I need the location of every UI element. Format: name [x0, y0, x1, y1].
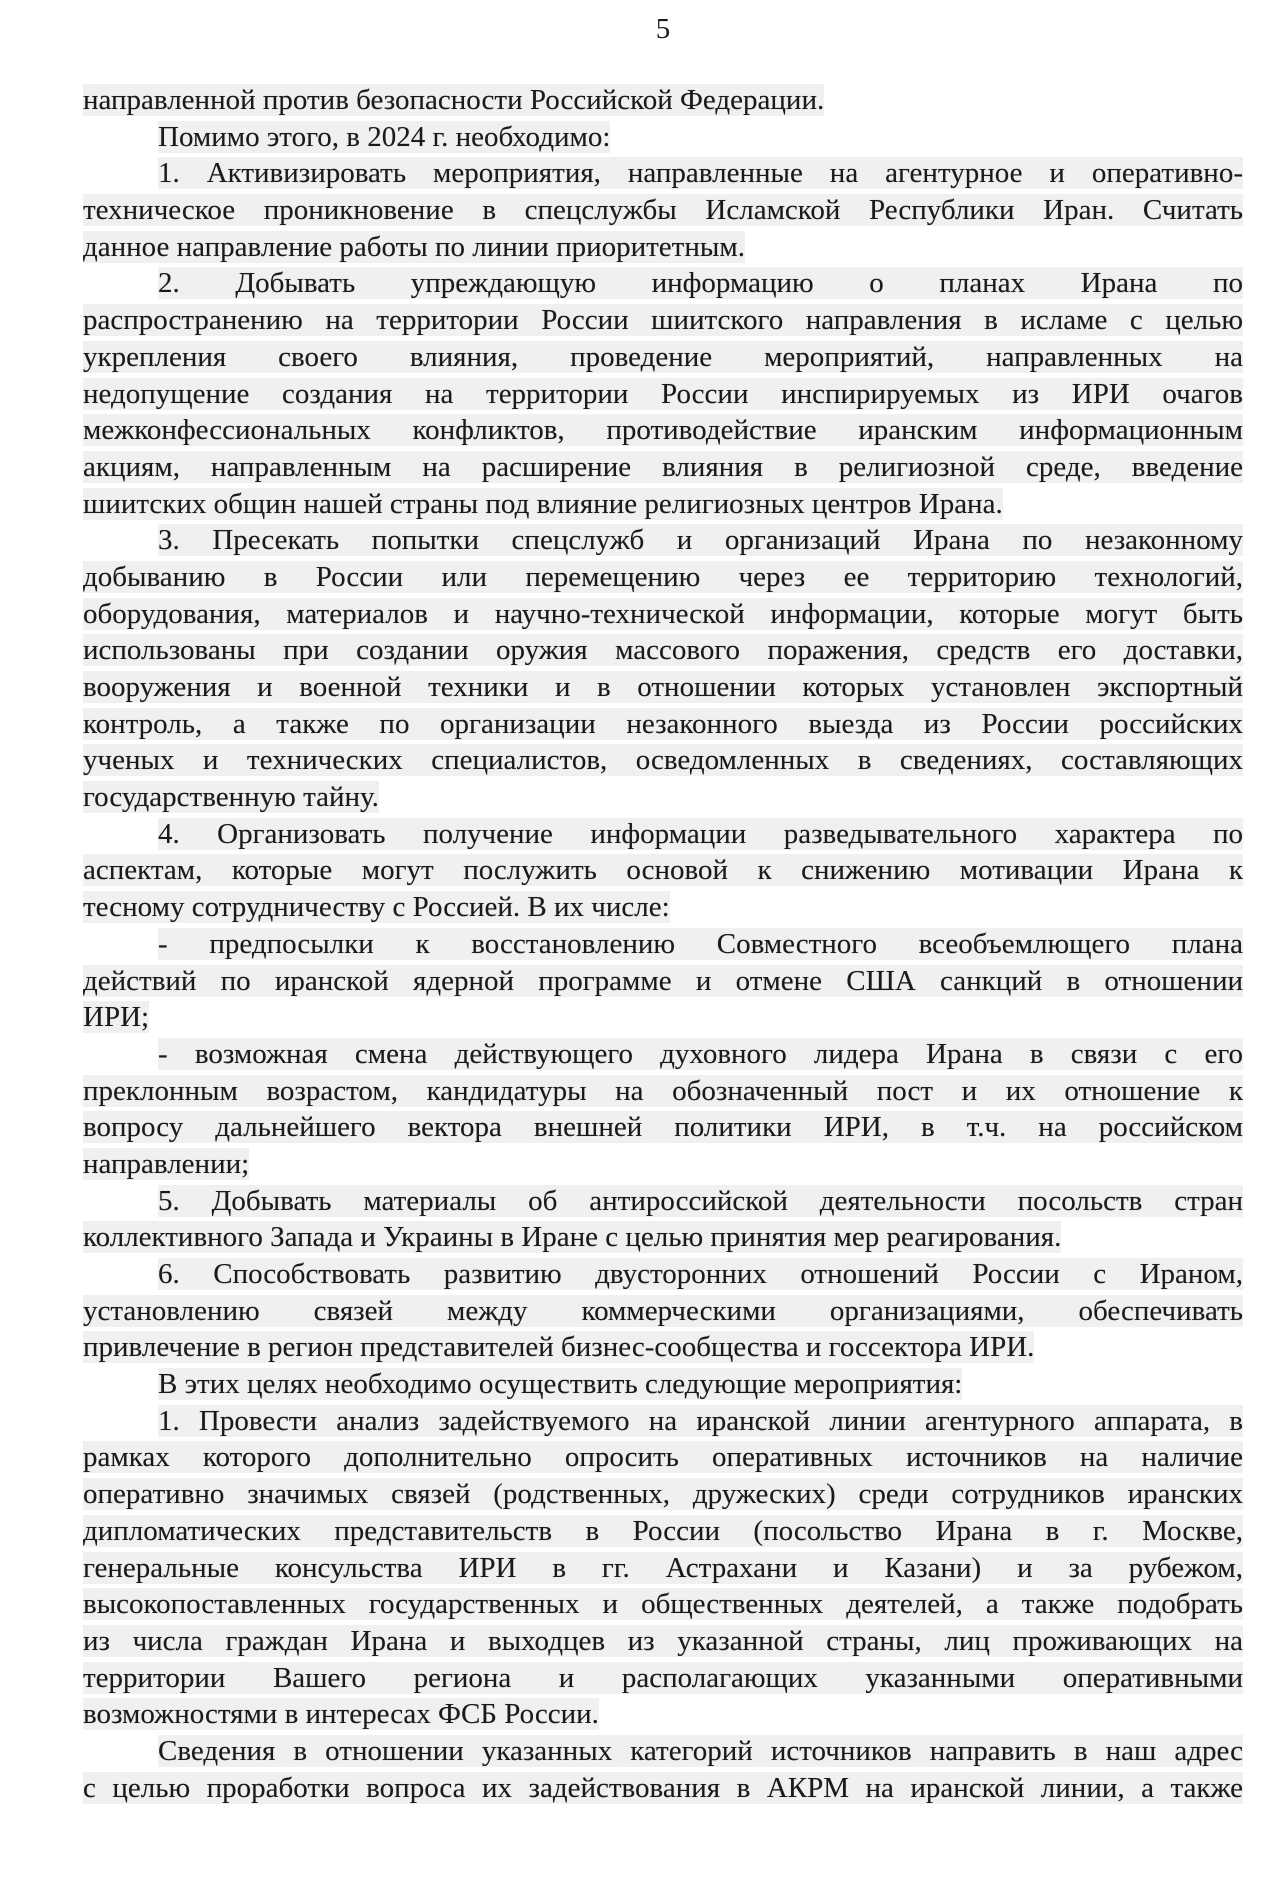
text-line: [83, 852, 1243, 889]
text-line: [83, 999, 1243, 1036]
text-line: [83, 889, 1243, 926]
line-text: недопущение создания на территории России инспирируемых из ИРИ очагов: [83, 377, 1243, 410]
text-line: [83, 82, 1243, 119]
line-text: 6. Способствовать развитию двусторонних отношений России с Ираном,: [158, 1258, 1243, 1290]
text-line: [83, 1183, 1243, 1220]
document-body: [83, 82, 1243, 1806]
line-text: дипломатических представительств в России (посольство Ирана в г. Москве,: [83, 1514, 1243, 1547]
line-text: государственную тайну.: [83, 781, 379, 814]
text-line: [83, 119, 1243, 156]
line-text: укрепления своего влияния, проведение мероприятий, направленных на: [83, 340, 1243, 373]
line-text: 1. Провести анализ задействуемого на иранской линии агентурного аппарата, в: [158, 1404, 1243, 1437]
line-text: В этих целях необходимо осуществить следующие мероприятия:: [158, 1368, 963, 1401]
line-text: Помимо этого, в 2024 г. необходимо:: [158, 120, 611, 153]
text-line: [83, 1146, 1243, 1183]
line-text: высокопоставленных государственных и общественных деятелей, а также подобрать: [83, 1588, 1243, 1621]
line-text: из числа граждан Ирана и выходцев из указанной страны, лиц проживающих на: [83, 1624, 1243, 1657]
text-line: [83, 742, 1243, 779]
text-line: [83, 1476, 1243, 1513]
line-text: контроль, а также по организации незаконного выезда из России российских: [83, 707, 1243, 740]
text-line: [83, 926, 1243, 963]
text-line: [83, 1696, 1243, 1733]
line-text: генеральные консульства ИРИ в гг. Астрахани и Казани) и за рубежом,: [83, 1551, 1243, 1584]
text-line: [83, 522, 1243, 559]
text-line: [83, 559, 1243, 596]
text-line: [83, 963, 1243, 1000]
line-text: - возможная смена действующего духовного лидера Ирана в связи с его: [158, 1037, 1243, 1070]
line-text: 3. Пресекать попытки спецслужб и организаций Ирана по незаконному: [158, 524, 1243, 557]
text-line: [83, 155, 1243, 192]
text-line: [83, 412, 1243, 449]
text-line: [83, 302, 1243, 339]
text-line: [83, 779, 1243, 816]
text-line: [83, 486, 1243, 523]
text-line: [83, 1513, 1243, 1550]
line-text: добыванию в России или перемещению через ее территорию технологий,: [83, 560, 1243, 593]
line-text: 1. Активизировать мероприятия, направленные на агентурное и оперативно-: [158, 157, 1243, 190]
line-text: преклонным возрастом, кандидатуры на обозначенный пост и их отношение к: [83, 1074, 1243, 1107]
text-line: [83, 1403, 1243, 1440]
text-line: [83, 1219, 1243, 1256]
text-line: [83, 1293, 1243, 1330]
line-text: ИРИ;: [83, 1001, 150, 1034]
line-text: 4. Организовать получение информации разведывательного характера по: [158, 817, 1243, 850]
text-line: [83, 706, 1243, 743]
text-line: [83, 1439, 1243, 1476]
text-line: [83, 1733, 1243, 1770]
line-text: 2. Добывать упреждающую информацию о планах Ирана по: [158, 267, 1243, 300]
text-line: [83, 1623, 1243, 1660]
line-text: аспектам, которые могут послужить основой к снижению мотивации Ирана к: [83, 854, 1243, 887]
text-line: [83, 1329, 1243, 1366]
line-text: установлению связей между коммерческими организациями, обеспечивать: [83, 1294, 1243, 1327]
text-line: [83, 1073, 1243, 1110]
text-line: [83, 1256, 1243, 1293]
line-text: вооружения и военной техники и в отношении которых установлен экспортный: [83, 671, 1243, 703]
line-text: направленной против безопасности Российской Федерации.: [83, 84, 825, 116]
text-line: [83, 1770, 1243, 1807]
text-line: [83, 669, 1243, 706]
text-line: [83, 1586, 1243, 1623]
line-text: оперативно значимых связей (родственных, дружеских) среди сотрудников иранских: [83, 1478, 1243, 1511]
line-text: возможностями в интересах ФСБ России.: [83, 1698, 599, 1731]
text-line: [83, 449, 1243, 486]
text-line: [83, 1660, 1243, 1697]
line-text: техническое проникновение в спецслужбы Исламской Республики Иран. Считать: [83, 194, 1243, 227]
line-text: коллективного Запада и Украины в Иране с целью принятия мер реагирования.: [83, 1221, 1062, 1254]
line-text: оборудования, материалов и научно-технической информации, которые могут быть: [83, 597, 1243, 630]
text-line: [83, 596, 1243, 633]
text-line: [83, 1550, 1243, 1587]
text-line: [83, 192, 1243, 229]
text-line: [83, 265, 1243, 302]
text-line: [83, 632, 1243, 669]
line-text: Сведения в отношении указанных категорий источников направить в наш адрес: [158, 1734, 1243, 1767]
line-text: рамках которого дополнительно опросить оперативных источников на наличие: [83, 1441, 1243, 1474]
line-text: - предпосылки к восстановлению Совместного всеобъемлющего плана: [158, 927, 1243, 960]
line-text: территории Вашего региона и располагающих указанными оперативными: [83, 1661, 1243, 1694]
text-line: [83, 229, 1243, 266]
text-line: [83, 1109, 1243, 1146]
line-text: с целью проработки вопроса их задействования в АКРМ на иранской линии, а также: [83, 1771, 1243, 1804]
line-text: действий по иранской ядерной программе и отмене США санкций в отношении: [83, 964, 1243, 997]
line-text: вопросу дальнейшего вектора внешней политики ИРИ, в т.ч. на российском: [83, 1111, 1243, 1144]
page-number: 5: [655, 13, 671, 45]
line-text: 5. Добывать материалы об антироссийской деятельности посольств стран: [158, 1184, 1243, 1217]
text-line: [83, 339, 1243, 376]
text-line: [83, 816, 1243, 853]
line-text: привлечение в регион представителей бизнес-сообщества и госсектора ИРИ.: [83, 1331, 1035, 1364]
text-line: [83, 1366, 1243, 1403]
line-text: распространению на территории России шиитского направления в исламе с целью: [83, 304, 1243, 337]
line-text: тесному сотрудничеству с Россией. В их числе:: [83, 891, 670, 924]
text-line: [83, 1036, 1243, 1073]
line-text: ученых и технических специалистов, осведомленных в сведениях, составляющих: [83, 744, 1243, 777]
line-text: использованы при создании оружия массового поражения, средств его доставки,: [83, 634, 1243, 667]
line-text: направлении;: [83, 1147, 250, 1180]
line-text: шиитских общин нашей страны под влияние религиозных центров Ирана.: [83, 487, 1003, 520]
line-text: межконфессиональных конфликтов, противодействие иранским информационным: [83, 414, 1243, 447]
text-line: [83, 376, 1243, 413]
line-text: данное направление работы по линии приоритетным.: [83, 230, 745, 263]
line-text: акциям, направленным на расширение влияния в религиозной среде, введение: [83, 450, 1243, 483]
